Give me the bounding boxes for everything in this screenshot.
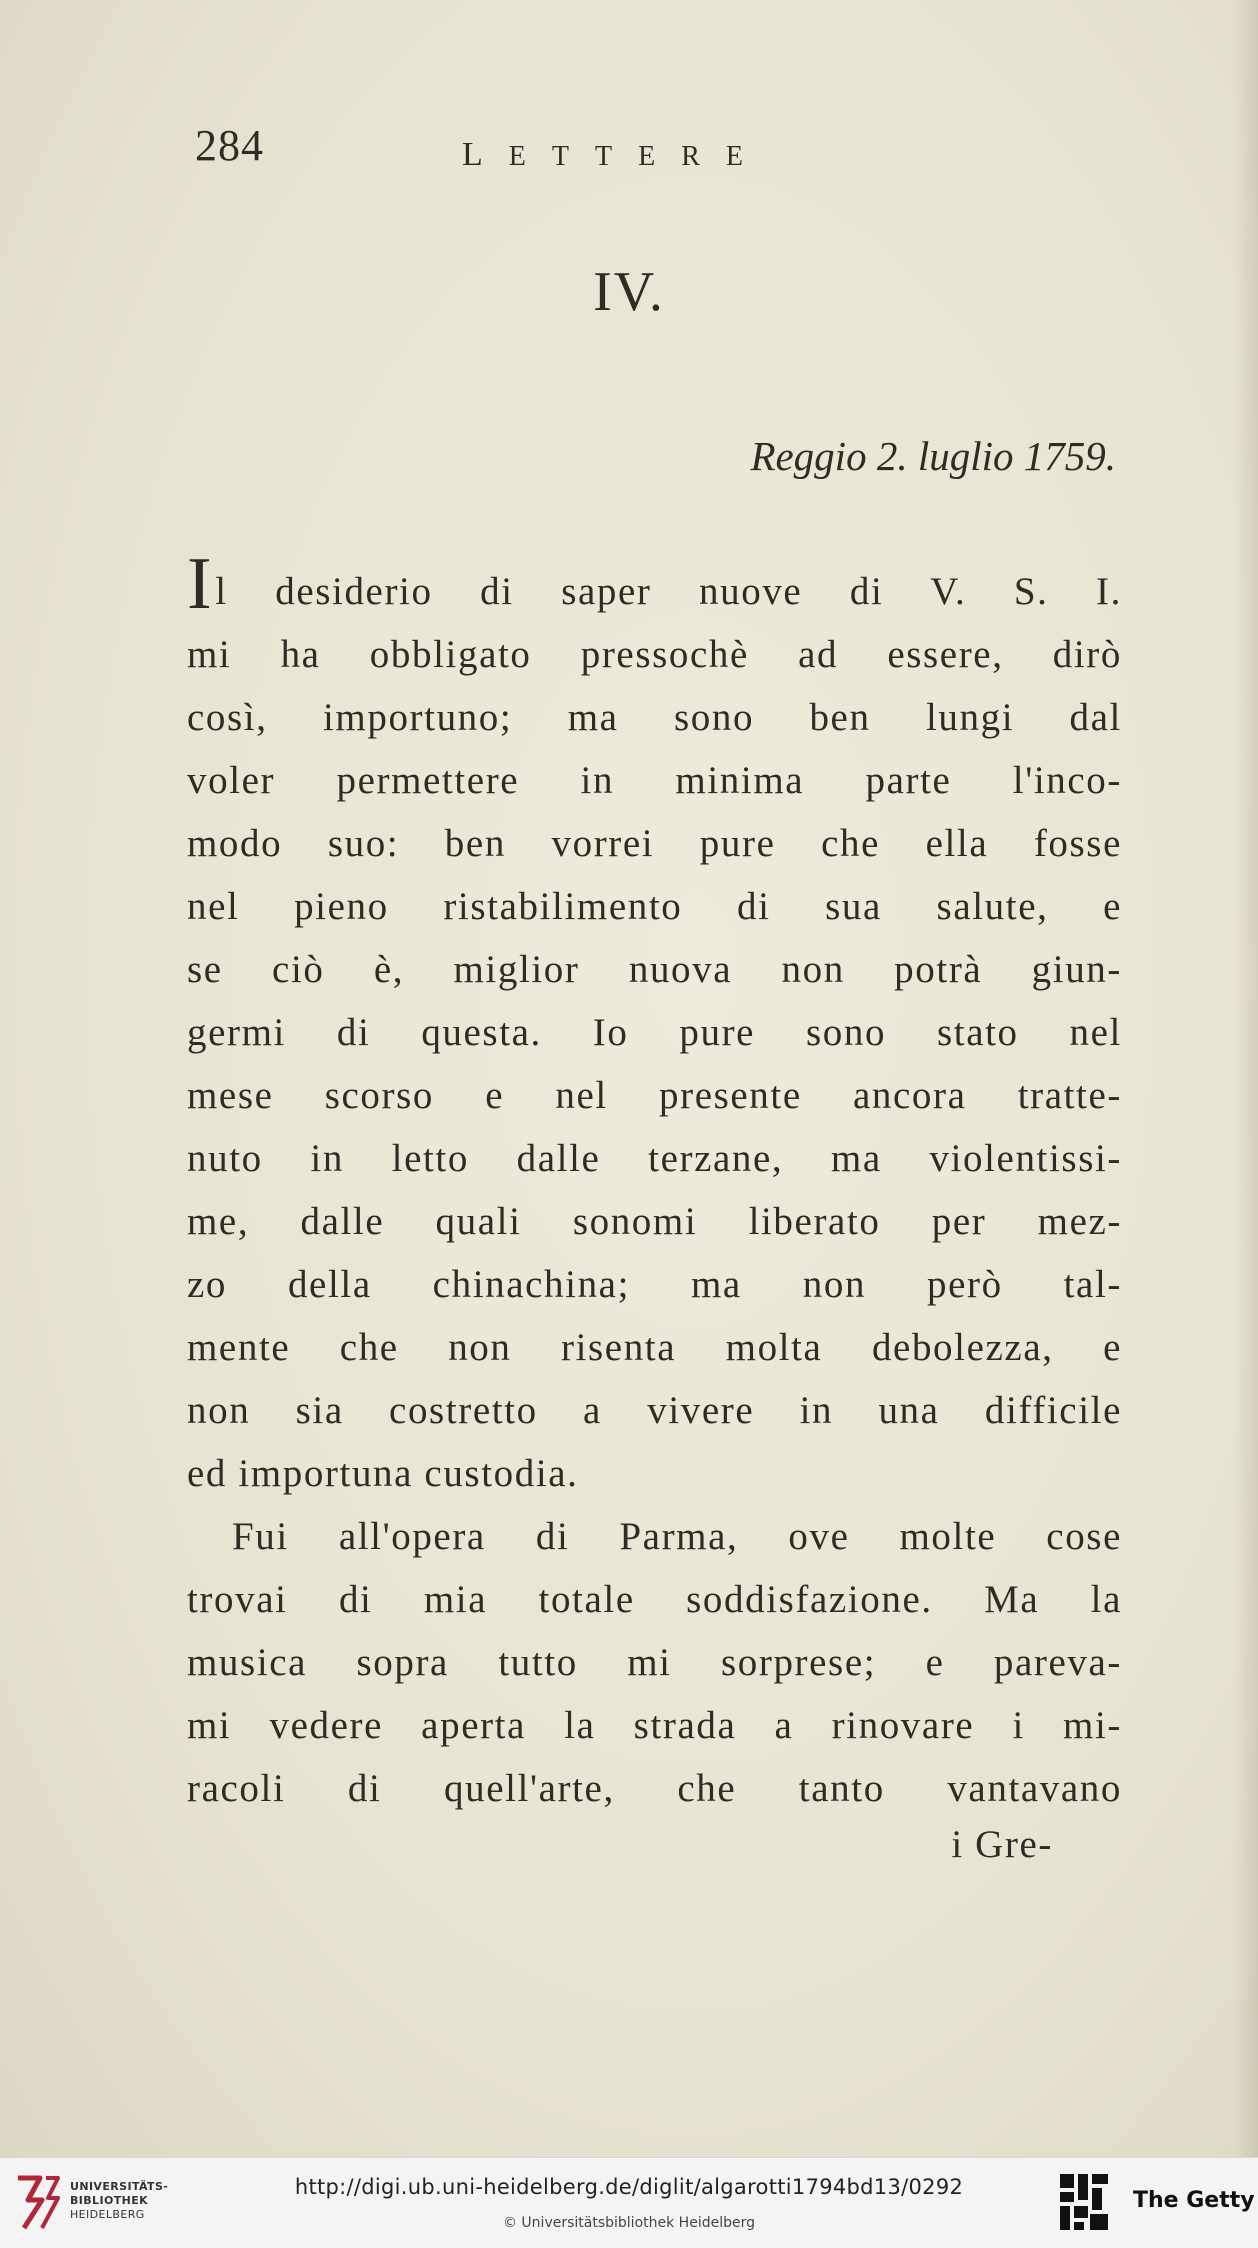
drop-cap: I (187, 543, 214, 625)
letter-body (187, 543, 1122, 1820)
body-line: non sia costretto a vivere in una difficile (187, 1389, 1122, 1432)
body-line: voler permettere in minima parte l'inco- (187, 759, 1122, 802)
running-title: lettere (462, 123, 769, 176)
body-line: Fui all'opera di Parma, ove molte cose (232, 1515, 1122, 1558)
running-head (195, 120, 915, 180)
body-line: mente che non risenta molta debolezza, e (187, 1326, 1122, 1369)
body-line: germi di questa. Io pure sono stato nel (187, 1011, 1122, 1054)
viewer-footer (0, 2157, 1258, 2248)
page-number: 284 (195, 121, 264, 170)
body-line: nuto in letto dalle terzane, ma violentissi- (187, 1137, 1122, 1180)
getty-wordmark: The Getty (1133, 2188, 1255, 2213)
body-line: ed importuna custodia. (187, 1452, 579, 1495)
body-line: me, dalle quali sonomi liberato per mez- (187, 1200, 1122, 1243)
body-line: racoli di quell'arte, che tanto vantavano (187, 1767, 1122, 1810)
body-line: se ciò è, miglior nuova non potrà giun- (187, 948, 1122, 991)
body-line: così, importuno; ma sono ben lungi dal (187, 696, 1122, 739)
body-line: musica sopra tutto mi sorprese; e pareva- (187, 1641, 1122, 1684)
dateline: Reggio 2. luglio 1759. (750, 433, 1116, 479)
body-line: mi vedere aperta la strada a rinovare i mi- (187, 1704, 1122, 1747)
copyright-notice: © Universitätsbibliothek Heidelberg (502, 2215, 755, 2231)
body-line: Il desiderio di saper nuove di V. S. I. (187, 543, 1122, 625)
body-line: nel pieno ristabilimento di sua salute, e (187, 885, 1122, 928)
section-number: IV. (593, 261, 665, 323)
permalink-url[interactable]: http://digi.ub.uni-heidelberg.de/diglit/algarotti1794bd13/0292 (294, 2175, 964, 2199)
body-line: mi ha obbligato pressochè ad essere, dirò (187, 633, 1122, 676)
ub-wordmark-line: UNIVERSITÄTS- (70, 2180, 169, 2193)
getty-logo[interactable] (1058, 2170, 1255, 2236)
ub-wordmark-line: HEIDELBERG (70, 2208, 145, 2221)
body-line: trovai di mia totale soddisfazione. Ma la (187, 1578, 1122, 1621)
catchword: i Gre- (951, 1823, 1053, 1866)
ub-wordmark-line: BIBLIOTHEK (70, 2194, 149, 2207)
body-line: zo della chinachina; ma non però tal- (187, 1263, 1122, 1306)
getty-logo-icon (1058, 2172, 1110, 2232)
body-line: modo suo: ben vorrei pure che ella fosse (187, 822, 1122, 865)
body-line: mese scorso e nel presente ancora tratte- (187, 1074, 1122, 1117)
